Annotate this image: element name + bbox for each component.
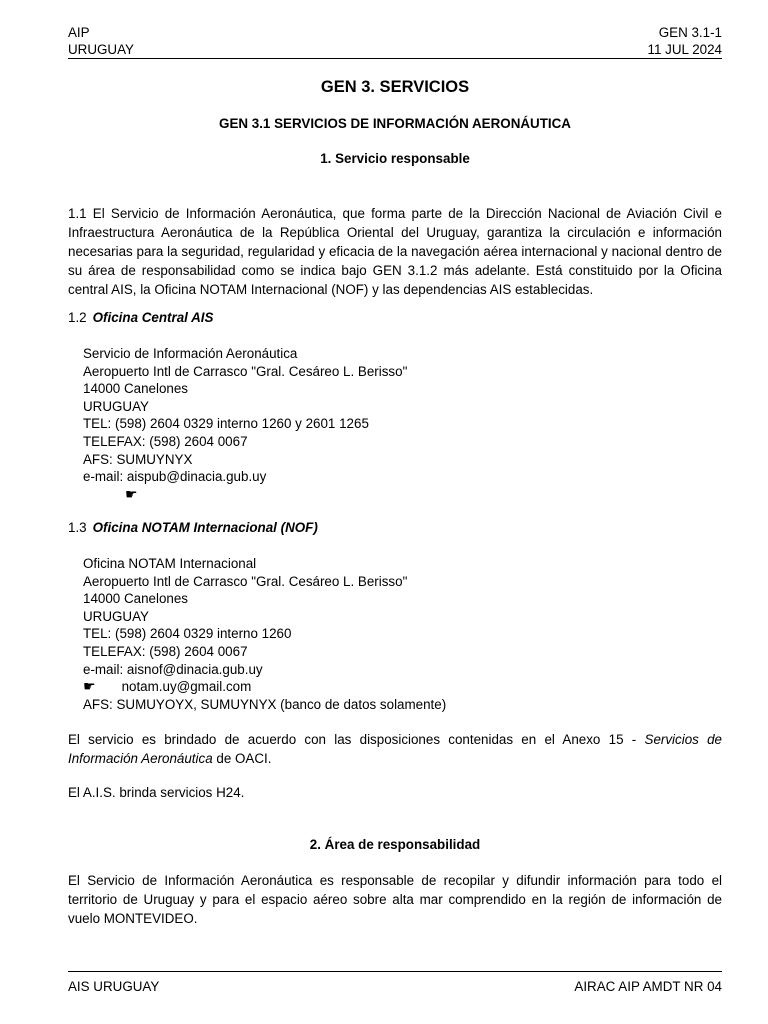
- header-date: 11 JUL 2024: [647, 42, 722, 57]
- service-text-annex-title: Servicios de Información Aeronáutica: [68, 732, 722, 766]
- ais-address-line: URUGUAY: [83, 398, 149, 414]
- nof-address-line: TELEFAX: (598) 2604 0067: [83, 643, 248, 659]
- ais-address-line: AFS: SUMUYNYX: [83, 451, 193, 467]
- footer-divider: [68, 971, 722, 972]
- subsection-1-3-number: 1.3: [68, 520, 87, 535]
- section1-heading: 1. Servicio responsable: [320, 151, 470, 166]
- ais-email: e-mail: aispub@dinacia.gub.uy: [83, 469, 267, 485]
- header-country: URUGUAY: [68, 42, 134, 57]
- document-page: [68, 0, 722, 1024]
- footer-amendment: AIRAC AIP AMDT NR 04: [574, 979, 722, 994]
- subsection-1-3-label: Oficina NOTAM Internacional (NOF): [92, 520, 318, 535]
- section2-paragraph: [68, 871, 722, 928]
- ais-address-line: TEL: (598) 2604 0329 interno 1260 y 2601 1265: [83, 416, 369, 432]
- subsection-1-3: [68, 520, 318, 535]
- nof-address-line: URUGUAY: [83, 608, 149, 624]
- service-text-a: El servicio es brindado de acuerdo con las disposiciones contenidas en el Anexo 15 -: [68, 732, 645, 747]
- nof-address-line: Oficina NOTAM Internacional: [83, 556, 257, 571]
- section2-text: El Servicio de Información Aeronáutica es responsable de recopilar y difundir información para todo el territorio de Uruguay y para el espacio aéreo sobre alta mar comprendido en la región de información de vuelo MONTEVIDEO.: [68, 873, 722, 926]
- nof-address-line: 14000 Canelones: [83, 591, 188, 607]
- pointing-hand-icon: ☛: [125, 485, 138, 502]
- nof-email: e-mail: aisnof@dinacia.gub.uy: [83, 661, 263, 677]
- service-paragraph: [68, 730, 722, 768]
- nof-alt-email: notam.uy@gmail.com: [121, 679, 252, 695]
- ais-address-line: Aeropuerto Intl de Carrasco "Gral. Cesáreo L. Berisso": [83, 363, 408, 379]
- ais-address-line: TELEFAX: (598) 2604 0067: [83, 433, 248, 449]
- section-subtitle: GEN 3.1 SERVICIOS DE INFORMACIÓN AERONÁUTICA: [219, 116, 571, 131]
- ais-address-line: Servicio de Información Aeronáutica: [83, 346, 298, 361]
- paragraph-1-1: [68, 204, 722, 299]
- pointing-hand-icon: ☛: [83, 678, 96, 695]
- h24-paragraph: [68, 783, 722, 802]
- header-page-ref: GEN 3.1-1: [658, 25, 722, 40]
- nof-address-line: Aeropuerto Intl de Carrasco "Gral. Cesáreo L. Berisso": [83, 573, 408, 589]
- section2-heading: 2. Área de responsabilidad: [309, 837, 481, 852]
- footer-issuer: AIS URUGUAY: [68, 979, 160, 994]
- service-text-c: de OACI.: [212, 751, 272, 766]
- header-divider: [68, 58, 722, 59]
- page-title: GEN 3. SERVICIOS: [320, 78, 470, 96]
- header-aip: AIP: [68, 25, 90, 40]
- ais-address-line: 14000 Canelones: [83, 381, 188, 397]
- subsection-1-2-label: Oficina Central AIS: [92, 310, 214, 325]
- nof-afs: AFS: SUMUYOYX, SUMUYNYX (banco de datos solamente): [83, 696, 447, 712]
- paragraph-1-1-text: 1.1 El Servicio de Información Aeronáutica, que forma parte de la Dirección Nacional de Aviación Civil e Infraestructura Aeronáutica de la República Oriental del Uruguay, garantiza la circulación e información necesarias para la seguridad, regularidad y eficacia de la navegación aérea internacional y nacional dentro de su área de responsabilidad como se indica bajo GEN 3.1.2 más adelante. Está constituido por la Oficina central AIS, la Oficina NOTAM Internacional (NOF) y las dependencias AIS establecidas.: [68, 206, 722, 297]
- nof-address-block: [83, 555, 446, 713]
- subsection-1-2: [68, 310, 213, 325]
- h24-text: El A.I.S. brinda servicios H24.: [68, 785, 245, 800]
- ais-address-block: [83, 345, 407, 503]
- subsection-1-2-number: 1.2: [68, 310, 87, 325]
- nof-address-line: TEL: (598) 2604 0329 interno 1260: [83, 626, 292, 642]
